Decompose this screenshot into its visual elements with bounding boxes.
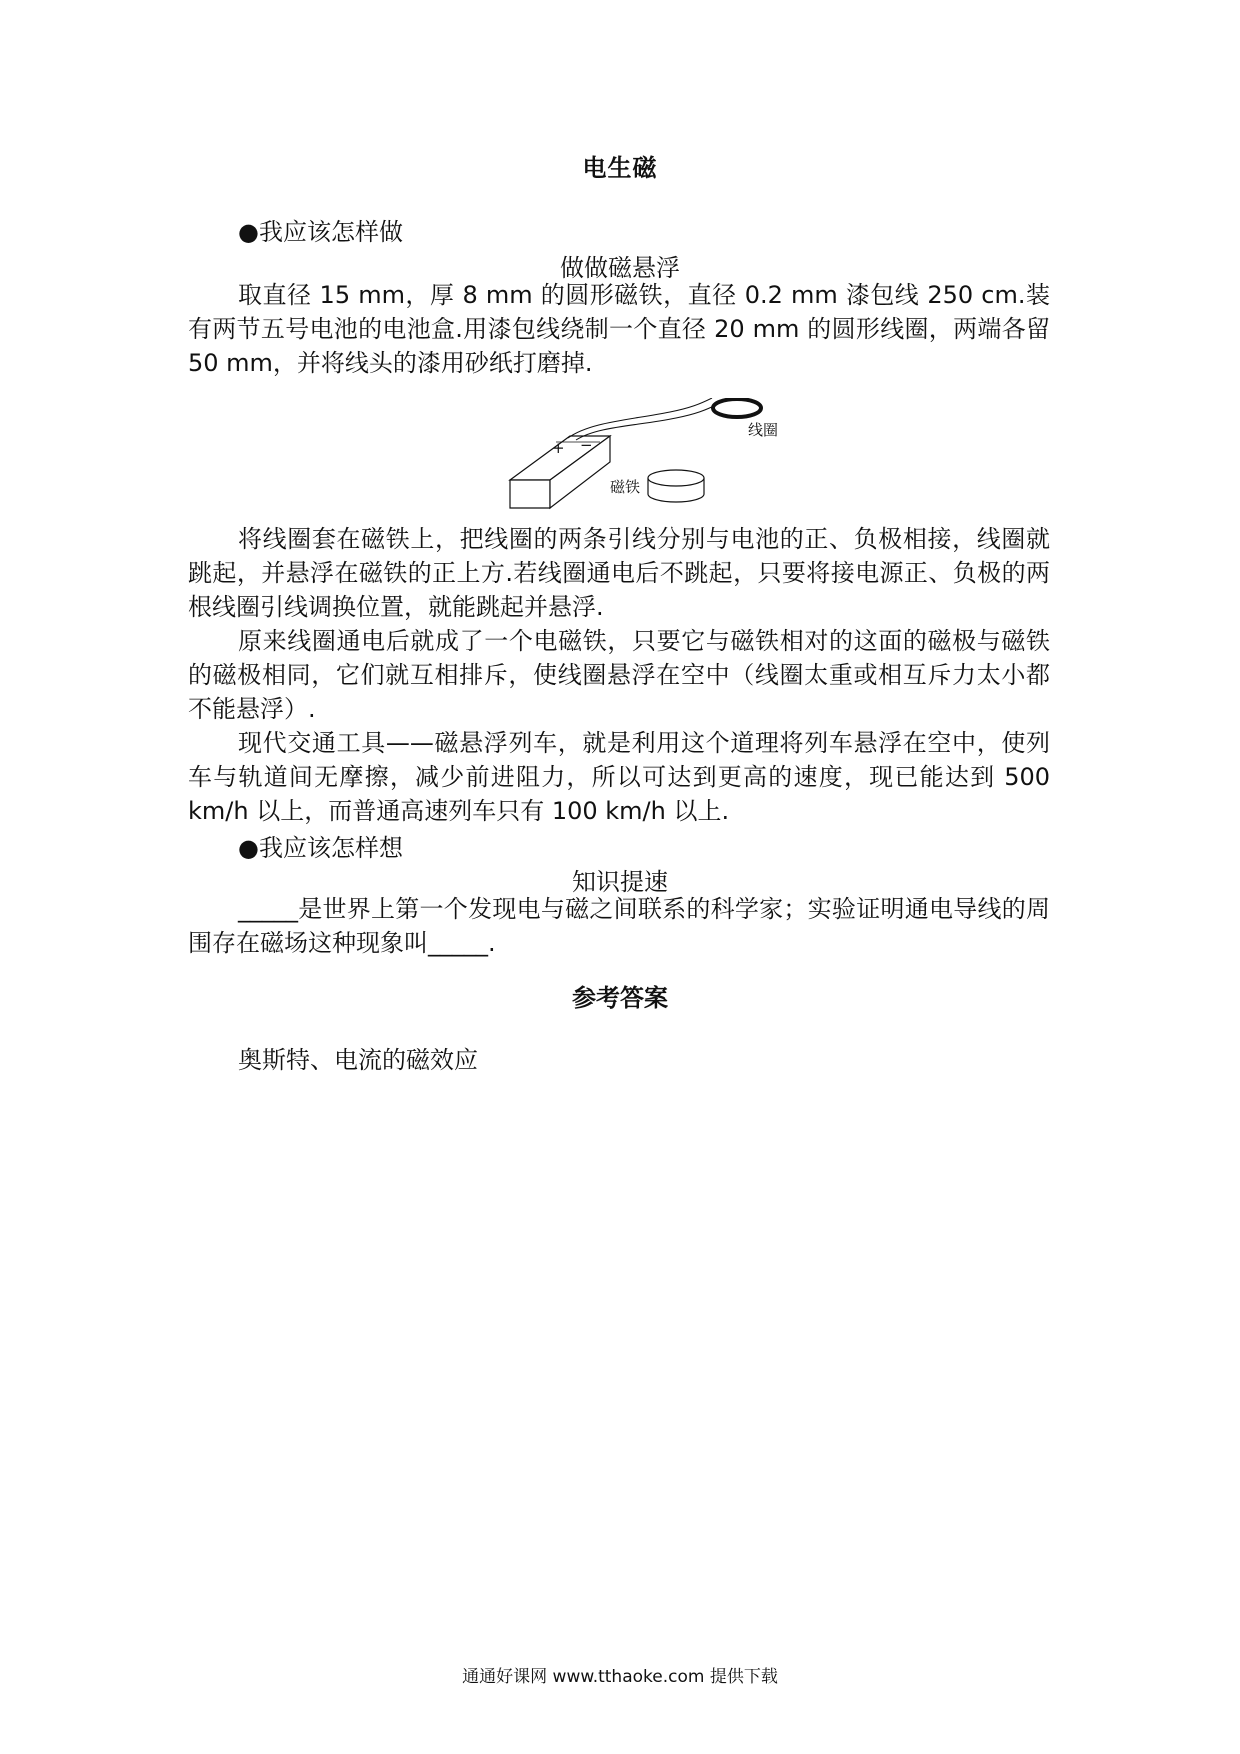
page-title: 电生磁 bbox=[582, 153, 658, 182]
question-text: _____是世界上第一个发现电与磁之间联系的科学家；实验证明通电导线的周围存在磁场这种现象叫_____. bbox=[188, 895, 1050, 957]
coil-label: 线圈 bbox=[748, 421, 779, 439]
section-heading-think: ●我应该怎样想 bbox=[238, 834, 403, 862]
coil-icon bbox=[713, 399, 761, 417]
lead-wires-icon bbox=[568, 398, 718, 440]
magnet-icon bbox=[648, 470, 704, 502]
answer-title: 参考答案 bbox=[572, 983, 668, 1012]
answer-text: 奥斯特、电流的磁效应 bbox=[238, 1046, 478, 1074]
footer-text: 通通好课网 www.tthaoke.com 提供下载 bbox=[462, 1667, 778, 1687]
plus-terminal-label: + bbox=[552, 439, 565, 457]
subheading-maglev: 做做磁悬浮 bbox=[560, 254, 680, 282]
section-heading-do: ●我应该怎样做 bbox=[238, 218, 403, 246]
paragraph-procedure: 将线圈套在磁铁上，把线圈的两条引线分别与电池的正、负极相接，线圈就跳起，并悬浮在磁铁的正上方.若线圈通电后不跳起，只要将接电源正、负极的两根线圈引线调换位置，就能跳起并悬浮. bbox=[188, 525, 1050, 621]
paragraph-principle: 原来线圈通电后就成了一个电磁铁，只要它与磁铁相对的这面的磁极与磁铁的磁极相同，它们就互相排斥，使线圈悬浮在空中（线圈太重或相互斥力太小都不能悬浮）. bbox=[188, 627, 1050, 723]
subheading-knowledge: 知识提速 bbox=[572, 868, 668, 896]
minus-terminal-label: − bbox=[580, 436, 593, 454]
magnet-label: 磁铁 bbox=[610, 478, 641, 496]
maglev-experiment-figure bbox=[500, 398, 820, 513]
paragraph-maglev-train: 现代交通工具——磁悬浮列车，就是利用这个道理将列车悬浮在空中，使列车与轨道间无摩擦，减少前进阻力，所以可达到更高的速度，现已能达到 500 km/h 以上，而普通高速列车只有 100 km/h 以上. bbox=[188, 729, 1050, 825]
paragraph-materials: 取直径 15 mm，厚 8 mm 的圆形磁铁，直径 0.2 mm 漆包线 250 cm.装有两节五号电池的电池盒.用漆包线绕制一个直径 20 mm 的圆形线圈，两端各留 50 mm，并将线头的漆用砂纸打磨掉. bbox=[188, 281, 1050, 377]
